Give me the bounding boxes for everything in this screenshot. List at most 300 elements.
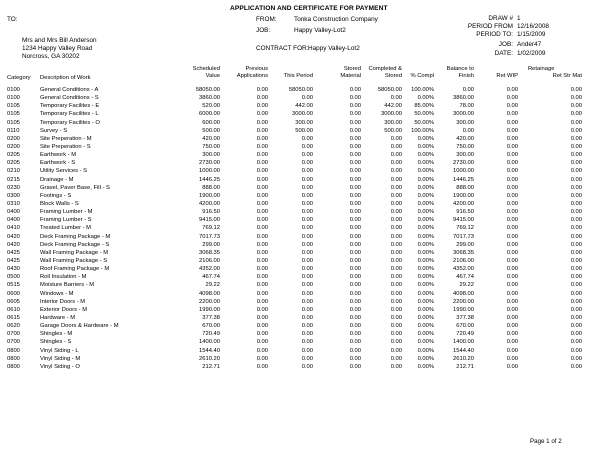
- row-strmat: 0.00: [570, 363, 582, 370]
- row-stored: 0.00: [349, 160, 361, 167]
- row-completed: 0.00: [390, 192, 402, 199]
- row-category: 0410: [7, 225, 20, 232]
- row-pct: 0.00%: [417, 184, 434, 191]
- row-category: 0200: [7, 135, 20, 142]
- row-description: Survey - S: [40, 127, 68, 134]
- row-completed: 0.00: [390, 266, 402, 273]
- row-stored: 0.00: [349, 249, 361, 256]
- row-category: 0100: [7, 87, 20, 93]
- row-strmat: 0.00: [570, 103, 582, 110]
- row-strmat: 0.00: [570, 192, 582, 199]
- row-stored: 0.00: [349, 331, 361, 338]
- job-value: Happy Valley-Lot2: [294, 27, 346, 34]
- row-prev: 0.00: [256, 323, 268, 330]
- table-row: [7, 135, 590, 143]
- row-description: Wall Framing Package - S: [40, 257, 108, 264]
- row-prev: 0.00: [256, 152, 268, 159]
- row-prev: 0.00: [256, 266, 268, 273]
- col-description: Description of Work: [40, 75, 91, 81]
- row-period: 0.00: [301, 184, 313, 191]
- row-stored: 0.00: [349, 209, 361, 216]
- row-prev: 0.00: [256, 249, 268, 256]
- row-balance: 750.00: [456, 143, 474, 150]
- col-scheduled-line2: Value: [205, 73, 220, 79]
- table-row: [7, 257, 590, 265]
- row-completed: 442.00: [384, 103, 402, 110]
- row-category: 0300: [7, 192, 20, 199]
- row-strmat: 0.00: [570, 119, 582, 126]
- row-wip: 0.00: [506, 119, 518, 126]
- row-prev: 0.00: [256, 209, 268, 216]
- row-period: 0.00: [301, 323, 313, 330]
- row-wip: 0.00: [506, 323, 518, 330]
- row-completed: 0.00: [390, 225, 402, 232]
- row-stored: 0.00: [349, 323, 361, 330]
- row-strmat: 0.00: [570, 225, 582, 232]
- row-category: 0600: [7, 290, 20, 297]
- row-balance: 4098.00: [453, 290, 474, 297]
- row-strmat: 0.00: [570, 355, 582, 362]
- row-wip: 0.00: [506, 184, 518, 191]
- row-completed: 0.00: [390, 331, 402, 338]
- row-description: Block Walls - S: [40, 200, 79, 207]
- row-wip: 0.00: [506, 274, 518, 281]
- row-sched: 212.71: [202, 363, 220, 370]
- row-pct: 0.00%: [417, 274, 434, 281]
- row-wip: 0.00: [506, 209, 518, 216]
- row-stored: 0.00: [349, 184, 361, 191]
- row-description: Roll Insulation - M: [40, 274, 87, 281]
- row-strmat: 0.00: [570, 135, 582, 142]
- row-wip: 0.00: [506, 314, 518, 321]
- table-row: [7, 322, 590, 330]
- row-period: 0.00: [301, 217, 313, 224]
- row-description: Site Preperation - S: [40, 143, 91, 150]
- row-period: 0.00: [301, 160, 313, 167]
- row-strmat: 0.00: [570, 200, 582, 207]
- row-strmat: 0.00: [570, 331, 582, 338]
- row-stored: 0.00: [349, 103, 361, 110]
- draw-value: 1: [517, 15, 521, 22]
- col-stored-line2: Material: [340, 73, 361, 79]
- row-stored: 0.00: [349, 274, 361, 281]
- row-wip: 0.00: [506, 363, 518, 370]
- row-period: 0.00: [301, 266, 313, 273]
- period-to-label: PERIOD TO:: [476, 31, 513, 38]
- row-sched: 4098.00: [199, 290, 220, 297]
- period-to-value: 1/15/2009: [517, 31, 546, 38]
- row-sched: 888.00: [202, 184, 220, 191]
- row-balance: 4352.00: [453, 266, 474, 273]
- row-balance: 0.00: [462, 87, 474, 93]
- row-period: 0.00: [301, 274, 313, 281]
- contract-value: Happy Valley-Lot2: [308, 45, 360, 52]
- line-items-table: [7, 86, 590, 371]
- row-category: 0105: [7, 119, 20, 126]
- row-prev: 0.00: [256, 168, 268, 175]
- row-sched: 520.00: [202, 103, 220, 110]
- table-row: [7, 110, 590, 118]
- row-prev: 0.00: [256, 257, 268, 264]
- row-pct: 0.00%: [417, 95, 434, 102]
- row-stored: 0.00: [349, 192, 361, 199]
- col-ret-str-mat: Ret Str Mat: [552, 73, 582, 79]
- table-row: [7, 86, 590, 94]
- row-wip: 0.00: [506, 290, 518, 297]
- col-scheduled-line1: Scheduled: [192, 66, 220, 72]
- row-sched: 1446.25: [199, 176, 220, 183]
- row-period: 0.00: [301, 152, 313, 159]
- table-row: [7, 167, 590, 175]
- row-balance: 300.00: [456, 119, 474, 126]
- row-pct: 100.00%: [411, 127, 434, 134]
- row-pct: 0.00%: [417, 209, 434, 216]
- row-prev: 0.00: [256, 363, 268, 370]
- row-wip: 0.00: [506, 143, 518, 150]
- row-strmat: 0.00: [570, 209, 582, 216]
- row-stored: 0.00: [349, 257, 361, 264]
- row-pct: 0.00%: [417, 298, 434, 305]
- row-pct: 100.00%: [411, 87, 434, 93]
- row-description: Vinyl Siding - L: [40, 347, 79, 354]
- row-balance: 3000.00: [453, 111, 474, 118]
- row-sched: 769.12: [202, 225, 220, 232]
- row-period: 0.00: [301, 298, 313, 305]
- table-row: [7, 200, 590, 208]
- row-pct: 0.00%: [417, 314, 434, 321]
- row-wip: 0.00: [506, 111, 518, 118]
- row-period: 0.00: [301, 290, 313, 297]
- row-description: Drainage - M: [40, 176, 74, 183]
- row-pct: 0.00%: [417, 168, 434, 175]
- row-sched: 2610.20: [199, 355, 220, 362]
- row-description: Treated Lumber - M: [40, 225, 92, 232]
- row-description: Utility Services - S: [40, 168, 88, 175]
- row-balance: 2610.20: [453, 355, 474, 362]
- row-description: Shingles - M: [40, 331, 73, 338]
- col-stored-line1: Stored: [343, 66, 361, 72]
- row-category: 0420: [7, 241, 20, 248]
- row-category: 0615: [7, 314, 20, 321]
- row-period: 0.00: [301, 225, 313, 232]
- row-wip: 0.00: [506, 95, 518, 102]
- row-completed: 0.00: [390, 233, 402, 240]
- row-category: 0610: [7, 306, 20, 313]
- table-row: [7, 265, 590, 273]
- row-sched: 3860.00: [199, 95, 220, 102]
- row-pct: 0.00%: [417, 241, 434, 248]
- row-period: 0.00: [301, 143, 313, 150]
- row-wip: 0.00: [506, 200, 518, 207]
- row-sched: 58050.00: [195, 87, 220, 93]
- document-title: APPLICATION AND CERTIFICATE FOR PAYMENT: [230, 5, 388, 12]
- row-category: 0500: [7, 274, 20, 281]
- row-prev: 0.00: [256, 233, 268, 240]
- row-strmat: 0.00: [570, 314, 582, 321]
- row-completed: 0.00: [390, 314, 402, 321]
- row-description: Temporary Facilites - O: [40, 119, 100, 126]
- row-stored: 0.00: [349, 282, 361, 289]
- table-row: [7, 184, 590, 192]
- row-category: 0425: [7, 257, 20, 264]
- row-period: 0.00: [301, 200, 313, 207]
- row-category: 0105: [7, 103, 20, 110]
- row-prev: 0.00: [256, 103, 268, 110]
- row-completed: 0.00: [390, 176, 402, 183]
- row-description: Windows - M: [40, 290, 74, 297]
- table-row: [7, 249, 590, 257]
- row-strmat: 0.00: [570, 95, 582, 102]
- row-description: Temporary Facilites - E: [40, 103, 100, 110]
- row-sched: 1990.00: [199, 306, 220, 313]
- col-previous-line2: Applications: [236, 73, 268, 79]
- row-balance: 29.22: [459, 282, 474, 289]
- row-description: Roof Framing Package - M: [40, 266, 110, 273]
- row-category: 0400: [7, 217, 20, 224]
- row-sched: 916.50: [202, 209, 220, 216]
- row-wip: 0.00: [506, 168, 518, 175]
- row-wip: 0.00: [506, 266, 518, 273]
- row-balance: 888.00: [456, 184, 474, 191]
- row-wip: 0.00: [506, 103, 518, 110]
- row-category: 0200: [7, 143, 20, 150]
- from-value: Tonka Construction Company: [294, 16, 378, 23]
- row-balance: 377.38: [456, 314, 474, 321]
- row-description: Deck Framing Package - M: [40, 233, 111, 240]
- row-pct: 85.00%: [414, 103, 434, 110]
- table-row: [7, 176, 590, 184]
- row-prev: 0.00: [256, 184, 268, 191]
- row-sched: 720.49: [202, 331, 220, 338]
- row-strmat: 0.00: [570, 152, 582, 159]
- row-pct: 0.00%: [417, 200, 434, 207]
- row-sched: 3068.35: [199, 249, 220, 256]
- row-pct: 50.00%: [414, 111, 434, 118]
- row-sched: 1900.00: [199, 192, 220, 199]
- row-stored: 0.00: [349, 306, 361, 313]
- row-balance: 2106.00: [453, 257, 474, 264]
- row-description: Vinyl Siding - O: [40, 363, 80, 370]
- table-row: [7, 151, 590, 159]
- row-sched: 377.38: [202, 314, 220, 321]
- row-stored: 0.00: [349, 298, 361, 305]
- row-balance: 3068.35: [453, 249, 474, 256]
- row-sched: 2200.00: [199, 298, 220, 305]
- row-pct: 0.00%: [417, 192, 434, 199]
- row-pct: 0.00%: [417, 233, 434, 240]
- row-period: 0.00: [301, 209, 313, 216]
- row-category: 0205: [7, 152, 20, 159]
- row-wip: 0.00: [506, 127, 518, 134]
- table-row: [7, 338, 590, 346]
- row-pct: 0.00%: [417, 135, 434, 142]
- row-completed: 0.00: [390, 249, 402, 256]
- row-wip: 0.00: [506, 160, 518, 167]
- table-row: [7, 119, 590, 127]
- row-period: 0.00: [301, 176, 313, 183]
- row-sched: 2730.00: [199, 160, 220, 167]
- row-wip: 0.00: [506, 176, 518, 183]
- row-category: 0620: [7, 323, 20, 330]
- row-wip: 0.00: [506, 298, 518, 305]
- row-category: 0700: [7, 339, 20, 346]
- row-completed: 0.00: [390, 290, 402, 297]
- row-category: 0400: [7, 209, 20, 216]
- row-period: 442.00: [295, 103, 313, 110]
- row-pct: 0.00%: [417, 282, 434, 289]
- row-wip: 0.00: [506, 306, 518, 313]
- row-period: 0.00: [301, 282, 313, 289]
- row-pct: 0.00%: [417, 306, 434, 313]
- row-completed: 3000.00: [381, 111, 402, 118]
- table-row: [7, 281, 590, 289]
- table-row: [7, 363, 590, 371]
- row-stored: 0.00: [349, 339, 361, 346]
- row-prev: 0.00: [256, 192, 268, 199]
- row-wip: 0.00: [506, 282, 518, 289]
- row-period: 0.00: [301, 95, 313, 102]
- row-pct: 0.00%: [417, 323, 434, 330]
- row-wip: 0.00: [506, 233, 518, 240]
- row-pct: 0.00%: [417, 152, 434, 159]
- row-stored: 0.00: [349, 111, 361, 118]
- row-pct: 0.00%: [417, 160, 434, 167]
- row-strmat: 0.00: [570, 143, 582, 150]
- row-pct: 0.00%: [417, 347, 434, 354]
- row-prev: 0.00: [256, 135, 268, 142]
- row-balance: 420.00: [456, 135, 474, 142]
- row-period: 0.00: [301, 314, 313, 321]
- row-completed: 0.00: [390, 347, 402, 354]
- row-balance: 299.00: [456, 241, 474, 248]
- row-sched: 500.00: [202, 127, 220, 134]
- col-previous-line1: Previous: [245, 66, 268, 72]
- row-stored: 0.00: [349, 225, 361, 232]
- row-wip: 0.00: [506, 135, 518, 142]
- row-period: 0.00: [301, 257, 313, 264]
- row-balance: 0.00: [462, 127, 474, 134]
- table-row: [7, 159, 590, 167]
- row-balance: 467.74: [456, 274, 474, 281]
- row-prev: 0.00: [256, 160, 268, 167]
- row-completed: 0.00: [390, 323, 402, 330]
- row-balance: 1400.00: [453, 339, 474, 346]
- row-strmat: 0.00: [570, 266, 582, 273]
- row-category: 0605: [7, 298, 20, 305]
- row-prev: 0.00: [256, 127, 268, 134]
- row-balance: 300.00: [456, 152, 474, 159]
- table-row: [7, 208, 590, 216]
- row-description: Wall Framing Package - M: [40, 249, 109, 256]
- row-stored: 0.00: [349, 266, 361, 273]
- row-prev: 0.00: [256, 274, 268, 281]
- row-period: 3000.00: [292, 111, 313, 118]
- row-stored: 0.00: [349, 95, 361, 102]
- col-balance-line2: Finish: [458, 73, 474, 79]
- row-strmat: 0.00: [570, 339, 582, 346]
- period-from-label: PERIOD FROM: [467, 23, 513, 30]
- row-balance: 78.00: [459, 103, 474, 110]
- col-balance-line1: Balance to: [446, 66, 474, 72]
- row-balance: 1990.00: [453, 306, 474, 313]
- row-period: 0.00: [301, 168, 313, 175]
- row-wip: 0.00: [506, 192, 518, 199]
- table-row: [7, 355, 590, 363]
- col-retainage: Retainage: [528, 66, 555, 72]
- row-period: 0.00: [301, 135, 313, 142]
- row-stored: 0.00: [349, 143, 361, 150]
- row-description: Footings - S: [40, 192, 72, 199]
- row-wip: 0.00: [506, 257, 518, 264]
- col-pct-compl: % Compl: [410, 73, 434, 79]
- row-balance: 1900.00: [453, 192, 474, 199]
- table-row: [7, 127, 590, 135]
- row-strmat: 0.00: [570, 282, 582, 289]
- row-strmat: 0.00: [570, 306, 582, 313]
- table-row: [7, 347, 590, 355]
- row-prev: 0.00: [256, 200, 268, 207]
- row-description: Interior Doors - M: [40, 298, 86, 305]
- row-prev: 0.00: [256, 347, 268, 354]
- row-completed: 0.00: [390, 209, 402, 216]
- row-completed: 0.00: [390, 241, 402, 248]
- table-row: [7, 330, 590, 338]
- row-wip: 0.00: [506, 355, 518, 362]
- row-category: 0100: [7, 95, 20, 102]
- row-period: 0.00: [301, 331, 313, 338]
- table-row: [7, 273, 590, 281]
- row-sched: 1000.00: [199, 168, 220, 175]
- row-category: 0800: [7, 363, 20, 370]
- row-completed: 58050.00: [377, 87, 402, 93]
- row-category: 0430: [7, 266, 20, 273]
- row-strmat: 0.00: [570, 176, 582, 183]
- row-wip: 0.00: [506, 217, 518, 224]
- row-completed: 0.00: [390, 168, 402, 175]
- row-pct: 0.00%: [417, 331, 434, 338]
- date-label: DATE:: [494, 50, 513, 57]
- job-label: JOB:: [256, 27, 271, 34]
- row-sched: 750.00: [202, 143, 220, 150]
- row-completed: 0.00: [390, 355, 402, 362]
- row-completed: 0.00: [390, 217, 402, 224]
- row-stored: 0.00: [349, 87, 361, 93]
- meta-job-value: Ander47: [517, 41, 542, 48]
- row-description: Framing Lumber - M: [40, 209, 93, 216]
- row-wip: 0.00: [506, 339, 518, 346]
- row-balance: 916.50: [456, 209, 474, 216]
- row-strmat: 0.00: [570, 233, 582, 240]
- row-completed: 0.00: [390, 274, 402, 281]
- row-sched: 420.00: [202, 135, 220, 142]
- row-stored: 0.00: [349, 152, 361, 159]
- owner-name: Mrs and Mrs Bill Anderson: [22, 37, 97, 44]
- row-balance: 3860.00: [453, 95, 474, 102]
- row-completed: 0.00: [390, 298, 402, 305]
- row-strmat: 0.00: [570, 257, 582, 264]
- row-pct: 0.00%: [417, 339, 434, 346]
- row-sched: 1400.00: [199, 339, 220, 346]
- row-description: Hardware - M: [40, 314, 76, 321]
- row-sched: 2106.00: [199, 257, 220, 264]
- row-category: 0515: [7, 282, 20, 289]
- row-description: Moisture Barriers - M: [40, 282, 95, 289]
- row-period: 300.00: [295, 119, 313, 126]
- row-prev: 0.00: [256, 282, 268, 289]
- row-category: 0700: [7, 331, 20, 338]
- row-completed: 0.00: [390, 152, 402, 159]
- table-row: [7, 192, 590, 200]
